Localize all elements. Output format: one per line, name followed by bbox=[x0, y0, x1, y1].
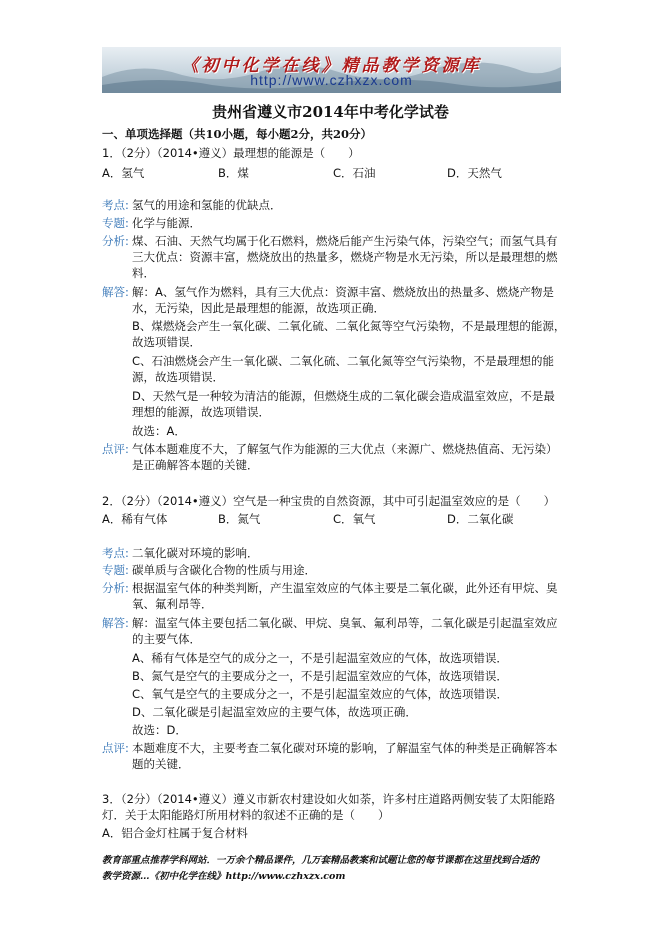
q3-option-a: A．铝合金灯柱属于复合材料 bbox=[102, 826, 248, 840]
q2-jieda-line: 的主要气体． bbox=[132, 632, 201, 646]
q1-jieda-line: 解：A、氢气作为燃料，具有三大优点：资源丰富、燃烧放出的热量多、燃烧产物是 bbox=[132, 285, 554, 299]
question-2-stem: 2．（2分）（2014•遵义）空气是一种宝贵的自然资源，其中可引起温室效应的是（ ） bbox=[102, 494, 556, 508]
q1-jieda-line: B、煤燃烧会产生一氧化碳、二氧化硫、二氧化氮等空气污染物，不是最理想的能源， bbox=[132, 319, 566, 333]
q2-fenxi-line: 氧、氟利昂等． bbox=[132, 597, 213, 611]
q2-option-a: A．稀有气体 bbox=[102, 512, 168, 526]
question-3-stem: 灯．关于太阳能路灯所用材料的叙述不正确的是（ ） bbox=[102, 808, 390, 822]
q1-jieda-line: 故选项错误． bbox=[132, 335, 201, 349]
header-banner bbox=[102, 47, 561, 93]
q2-jieda-label: 解答: bbox=[102, 616, 129, 630]
q1-option-a: A．氢气 bbox=[102, 166, 145, 180]
q2-jieda-line: B、氮气是空气的主要成分之一，不是引起温室效应的气体，故选项错误． bbox=[132, 669, 508, 683]
banner-title: 《初中化学在线》精品教学资源库 bbox=[181, 56, 482, 76]
q2-fenxi-line: 根据温室气体的种类判断，产生温室效应的气体主要是二氧化碳，此外还有甲烷、臭 bbox=[132, 581, 558, 595]
q1-option-b: B．煤 bbox=[218, 166, 249, 180]
q1-dianping-line: 气体本题难度不大，了解氢气作为能源的三大优点（来源广、燃烧热值高、无污染） bbox=[132, 442, 558, 456]
q1-jieda-label: 解答: bbox=[102, 285, 129, 299]
q1-jieda-line: 理想的能源，故选项错误． bbox=[132, 405, 270, 419]
q1-kaodian-label: 考点: bbox=[102, 198, 129, 212]
q2-kaodian-label: 考点: bbox=[102, 546, 129, 560]
q2-fenxi-label: 分析: bbox=[102, 581, 129, 595]
q2-dianping-line: 本题难度不大，主要考查二氧化碳对环境的影响，了解温室气体的种类是正确解答本 bbox=[132, 741, 558, 755]
q1-jieda-line: 源，故选项错误． bbox=[132, 370, 224, 384]
q2-zhuanti: 碳单质与含碳化合物的性质与用途． bbox=[132, 563, 316, 577]
q2-kaodian: 二氧化碳对环境的影响． bbox=[132, 546, 259, 560]
q1-jieda-line: C、石油燃烧会产生一氧化碳、二氧化硫、二氧化氮等空气污染物，不是最理想的能 bbox=[132, 354, 555, 368]
q2-jieda-line: C、氧气是空气的主要成分之一，不是引起温室效应的气体，故选项错误． bbox=[132, 687, 509, 701]
q1-zhuanti-label: 专题: bbox=[102, 216, 129, 230]
q2-option-d: D．二氧化碳 bbox=[447, 512, 514, 526]
q2-jieda-line: A、稀有气体是空气的成分之一，不是引起温室效应的气体，故选项错误． bbox=[132, 651, 508, 665]
q1-kaodian: 氢气的用途和氢能的优缺点． bbox=[132, 198, 282, 212]
footer-line[interactable]: 教学资源…《初中化学在线》http://www.czhxzx.com bbox=[102, 871, 346, 882]
q2-dianping-label: 点评: bbox=[102, 741, 129, 755]
banner-url[interactable]: http://www.czhxzx.com bbox=[250, 72, 413, 88]
q1-fenxi-line: 料． bbox=[132, 266, 155, 280]
q1-jieda-line: 故选：A． bbox=[132, 424, 186, 438]
q1-option-d: D．天然气 bbox=[447, 166, 502, 180]
q1-jieda-line: D、天然气是一种较为清洁的能源，但燃烧生成的二氧化碳会造成温室效应，不是最 bbox=[132, 389, 555, 403]
q1-fenxi-line: 煤、石油、天然气均属于化石燃料，燃烧后能产生污染气体，污染空气；而氢气具有 bbox=[132, 234, 558, 248]
question-1-stem: 1．（2分）（2014•遵义）最理想的能源是（ ） bbox=[102, 146, 360, 160]
q2-jieda-line: D、二氧化碳是引起温室效应的主要气体，故选项正确． bbox=[132, 705, 417, 719]
footer-line: 教育部重点推荐学科网站．一万余个精品课件，几万套精品教案和试题让您的每节课都在这里找到合适的 bbox=[102, 855, 540, 866]
q2-jieda-line: 解：温室气体主要包括二氧化碳、甲烷、臭氧、氟利昂等，二氧化碳是引起温室效应 bbox=[132, 616, 558, 630]
q1-fenxi-label: 分析: bbox=[102, 234, 129, 248]
q1-dianping-line: 是正确解答本题的关键． bbox=[132, 458, 259, 472]
page-title: 贵州省遵义市2014年中考化学试卷 bbox=[212, 103, 449, 121]
q1-jieda-line: 水，无污染，因此是最理想的能源，故选项正确． bbox=[132, 301, 385, 315]
section-heading: 一、单项选择题（共10小题，每小题2分，共20分） bbox=[102, 127, 373, 141]
q1-option-c: C．石油 bbox=[333, 166, 376, 180]
question-3-stem: 3．（2分）（2014•遵义）遵义市新农村建设如火如荼，许多村庄道路两侧安装了太阳能路 bbox=[102, 792, 556, 806]
q2-option-b: B．氮气 bbox=[218, 512, 261, 526]
q2-dianping-line: 题的关键． bbox=[132, 757, 190, 771]
q1-dianping-label: 点评: bbox=[102, 442, 129, 456]
q2-zhuanti-label: 专题: bbox=[102, 563, 129, 577]
q2-option-c: C．氧气 bbox=[333, 512, 376, 526]
q2-jieda-line: 故选：D． bbox=[132, 723, 187, 737]
q1-fenxi-line: 三大优点：资源丰富，燃烧放出的热量多，燃烧产物是水无污染，所以是最理想的燃 bbox=[132, 250, 558, 264]
q1-zhuanti: 化学与能源． bbox=[132, 216, 201, 230]
